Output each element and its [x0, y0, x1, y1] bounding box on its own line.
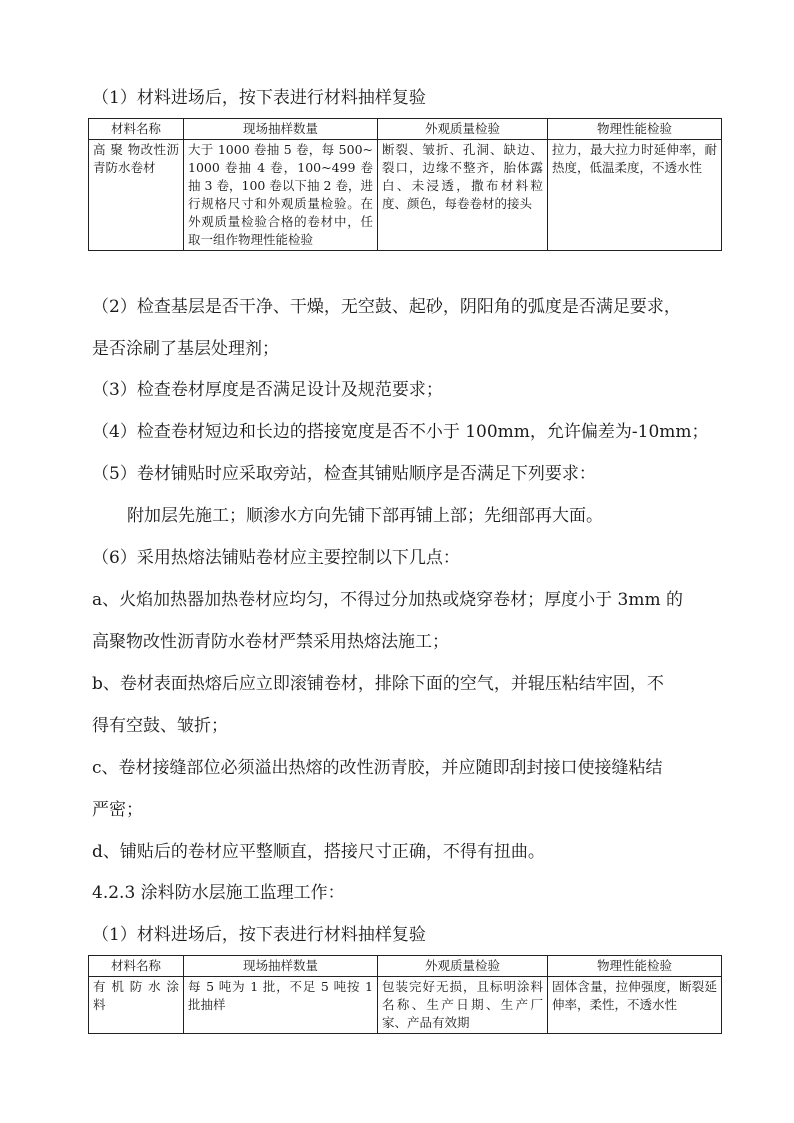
header-physical: 物理性能检验: [548, 119, 722, 140]
header-material: 材料名称: [89, 956, 184, 977]
cell-material: 有 机 防 水 涂 料: [89, 977, 184, 1034]
item-6: （6）采用热熔法铺贴卷材应主要控制以下几点：: [92, 548, 460, 568]
point-a-line1: a、火焰加热器加热卷材应均匀，不得过分加热或烧穿卷材；厚度小于 3mm 的: [92, 590, 683, 610]
item-2-line2: 是否涂刷了基层处理剂；: [92, 339, 279, 359]
cell-physical: 固体含量，拉伸强度，断裂延伸率，柔性，不透水性: [548, 977, 722, 1034]
section1-intro: （1）材料进场后，按下表进行材料抽样复验: [92, 88, 426, 108]
cell-sampling: 大于 1000 卷抽 5 卷，每 500~1000 卷抽 4 卷，100~499 卷抽 3 卷，100 卷以下抽 2 卷，进行规格尺寸和外观质量检验。在外观质量检验合格的卷材中，任取一组作物理性能检验: [184, 140, 378, 251]
cell-material: 高 聚 物改性沥青防水卷材: [89, 140, 184, 251]
section-4-2-3-heading: 4.2.3 涂料防水层施工监理工作：: [92, 883, 345, 903]
point-b-line1: b、卷材表面热熔后应立即滚铺卷材，排除下面的空气，并辊压粘结牢固，不: [92, 674, 664, 694]
table-header-row: [89, 956, 722, 977]
header-physical: 物理性能检验: [548, 956, 722, 977]
item-4: （4）检查卷材短边和长边的搭接宽度是否不小于 100mm，允许偏差为-10mm；: [92, 422, 709, 442]
header-sampling: 现场抽样数量: [184, 956, 378, 977]
point-c-line2: 严密；: [92, 800, 143, 820]
section2-intro: （1）材料进场后，按下表进行材料抽样复验: [92, 925, 426, 945]
cell-physical: 拉力，最大拉力时延伸率，耐热度，低温柔度，不透水性: [548, 140, 722, 251]
point-a-line2: 高聚物改性沥青防水卷材严禁采用热熔法施工；: [92, 632, 449, 652]
header-material: 材料名称: [89, 119, 184, 140]
item-3: （3）检查卷材厚度是否满足设计及规范要求；: [92, 380, 443, 400]
point-d: d、铺贴后的卷材应平整顺直，搭接尺寸正确，不得有扭曲。: [92, 842, 545, 862]
table-header-row: [89, 119, 722, 140]
table-row: [89, 977, 722, 1034]
cell-sampling: 每 5 吨为 1 批，不足 5 吨按 1 批抽样: [184, 977, 378, 1034]
cell-appearance: 包装完好无损，且标明涂料名称、生产日期、生产厂家、产品有效期: [378, 977, 548, 1034]
item-5-detail: 附加层先施工；顺渗水方向先铺下部再铺上部；先细部再大面。: [127, 506, 603, 526]
point-c-line1: c、卷材接缝部位必须溢出热熔的改性沥青胶，并应随即刮封接口使接缝粘结: [92, 758, 663, 778]
table-row: [89, 140, 722, 251]
sampling-table-2: [88, 955, 722, 1034]
point-b-line2: 得有空鼓、皱折；: [92, 716, 228, 736]
header-appearance: 外观质量检验: [378, 956, 548, 977]
cell-appearance: 断裂、皱折、孔洞、缺边、裂口，边缘不整齐，胎体露白、未浸透，撒布材料粒度、颜色，每卷卷材的接头: [378, 140, 548, 251]
header-appearance: 外观质量检验: [378, 119, 548, 140]
item-5: （5）卷材铺贴时应采取旁站，检查其铺贴顺序是否满足下列要求：: [92, 464, 596, 484]
sampling-table-1: [88, 118, 722, 251]
item-2-line1: （2）检查基层是否干净、干燥，无空鼓、起砂，阴阳角的弧度是否满足要求，: [92, 297, 681, 317]
header-sampling: 现场抽样数量: [184, 119, 378, 140]
